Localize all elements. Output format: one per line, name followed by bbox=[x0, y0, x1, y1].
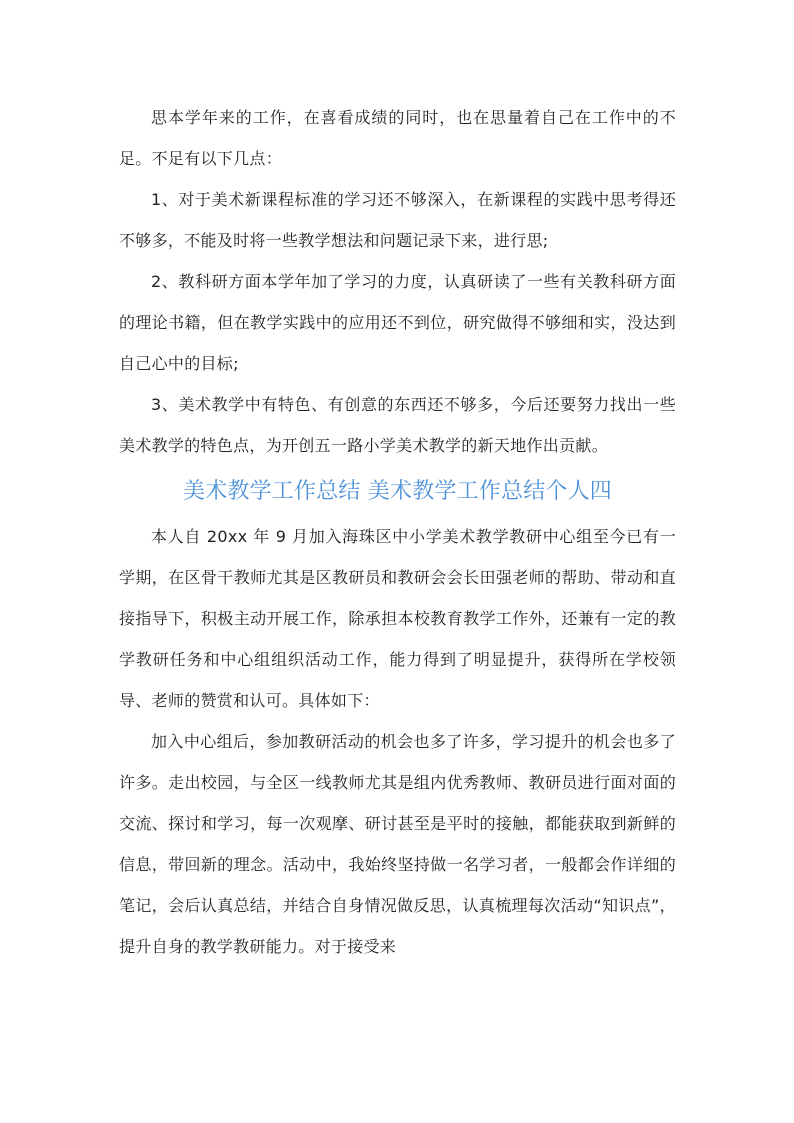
section-heading: 美术教学工作总结 美术教学工作总结个人四 bbox=[183, 479, 612, 504]
document-body bbox=[119, 97, 676, 967]
paragraph: 1、对于美术新课程标准的学习还不够深入，在新课程的实践中思考得还不够多，不能及时将一些教学想法和问题记录下来，进行思; bbox=[119, 190, 676, 250]
paragraph: 本人自 20xx 年 9 月加入海珠区中小学美术教学教研中心组至今已有一学期，在区骨干教师尤其是区教研员和教研会会长田强老师的帮助、带动和直接指导下，积极主动开展工作，除承担本校教育教学工作外，还兼有一定的教学教研任务和中心组组织活动工作，能力得到了明显提升，获得所在学校领导、老师的赞赏和认可。具体如下： bbox=[119, 527, 676, 710]
paragraph: 思本学年来的工作，在喜看成绩的同时，也在思量着自己在工作中的不足。不足有以下几点： bbox=[119, 108, 676, 168]
paragraph: 加入中心组后，参加教研活动的机会也多了许多，学习提升的机会也多了许多。走出校园，与全区一线教师尤其是组内优秀教师、教研员进行面对面的交流、探讨和学习，每一次观摩、研讨甚至是平时的接触，都能获取到新鲜的信息，带回新的理念。活动中，我始终坚持做一名学习者，一般都会作详细的笔记，会后认真总结，并结合自身情况做反思，认真梳理每次活动“知识点”，提升自身的教学教研能力。对于接受来 bbox=[119, 732, 676, 956]
paragraph: 2、教科研方面本学年加了学习的力度，认真研读了一些有关教科研方面的理论书籍，但在教学实践中的应用还不到位，研究做得不够细和实，没达到自己心中的目标; bbox=[119, 272, 676, 373]
paragraph: 3、美术教学中有特色、有创意的东西还不够多，今后还要努力找出一些美术教学的特色点，为开创五一路小学美术教学的新天地作出贡献。 bbox=[119, 395, 676, 455]
